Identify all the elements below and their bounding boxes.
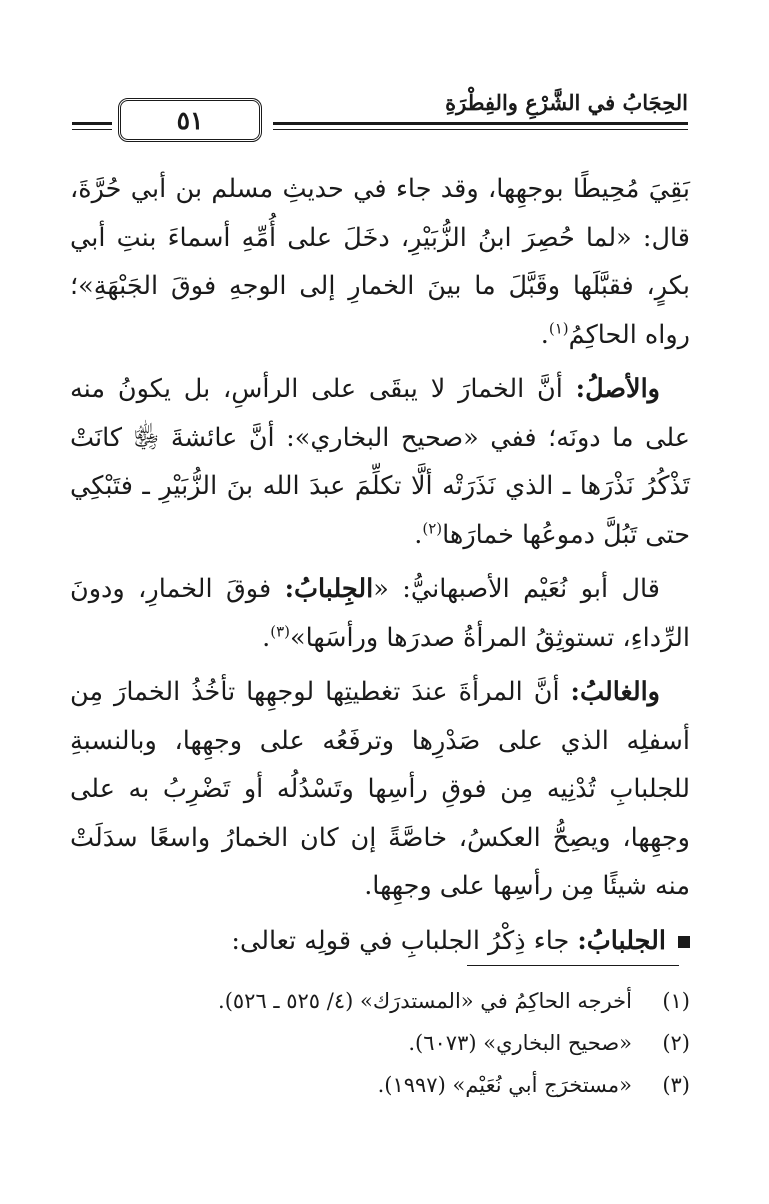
header-rule-left: [72, 122, 112, 125]
paragraph-lead: الجِلبابُ:: [284, 574, 374, 604]
paragraph: [70, 668, 690, 911]
footnote-number: (٣): [662, 1073, 690, 1097]
footnote-separator: [467, 965, 679, 966]
footnote-text: «صحيح البخاري» (٦٠٧٣).: [408, 1031, 632, 1055]
footnote-ref: (١): [548, 319, 569, 337]
paragraph: [70, 165, 690, 359]
footnote-number: (١): [662, 989, 690, 1013]
page-number-frame: [118, 98, 262, 142]
paragraph-text: جاء ذِكْرُ الجلبابِ في قولِه تعالى:: [231, 925, 578, 956]
paragraph: [70, 565, 690, 662]
footnote-number: (٢): [662, 1031, 690, 1055]
footnote: [70, 980, 690, 1022]
paragraph-end: .: [540, 319, 549, 350]
paragraph-text: فوقَ الخمارِ، ودونَ الرِّداءِ، تستوثِقُ المرأةُ صدرَها ورأسَها»: [70, 574, 690, 653]
paragraph-text: بَقِيَ مُحِيطًا بوجهِها، وقد جاء في حديثِ مسلم بن أبي حُرَّةَ، قال: «لما حُصِرَ ابنُ الزُّبَيْرِ، دخَلَ على أُمِّهِ أسماءَ بنتِ أبي بكرٍ، فقبَّلَها وقَبَّلَ ما بينَ الخمارِ إلى الوجهِ فوقَ الجَبْهَةِ»؛ رواه الحاكِمُ: [70, 174, 690, 350]
paragraph: [70, 917, 690, 966]
page-number: ٥١: [176, 105, 204, 135]
page-header: [72, 78, 688, 148]
paragraph: [70, 365, 690, 559]
main-text: [70, 165, 690, 971]
footnote-ref: (٣): [270, 622, 291, 640]
footnote-ref: (٢): [422, 519, 443, 537]
paragraph-text: أنَّ الخمارَ لا يبقَى على الرأسِ، بل يكونُ منه على ما دونَه؛ ففي «صحيح البخاري»: أنَّ عائشةَ ﵂ كانَتْ تَذْكُرُ نَذْرَها ـ الذي نَذَرَتْه ألَّا تكلِّمَ عبدَ الله بنَ الزُّبَيْرِ ـ فتَبْكِي حتى تَبُلَّ دموعُها خمارَها: [70, 374, 690, 550]
header-rule-thin: [273, 129, 688, 130]
paragraph-lead: الجلبابُ:: [577, 925, 666, 956]
footnote: [70, 1064, 690, 1106]
paragraph-lead: والغالبُ:: [570, 677, 660, 707]
footnote-text: «مستخرَج أبي نُعَيْم» (١٩٩٧).: [377, 1073, 632, 1097]
paragraph-text: أنَّ المرأةَ عندَ تغطيتِها لوجهِها تأخُذُ الخمارَ مِن أسفلِه الذي على صَدْرِها وترفَعُه على وجهِها، وبالنسبةِ للجلبابِ تُدْنِيه مِن فوقِ رأسِها وتَسْدُلُه أو تَضْرِبُ به على وجهِها، ويصِحُّ العكسُ، خاصَّةً إن كان الخمارُ واسعًا سدَلَتْ منه شيئًا مِن رأسِها على وجهِها.: [70, 677, 690, 901]
footnote-text: أخرجه الحاكِمُ في «المستدرَك» (٤/ ٥٢٥ ـ ٥٢٦).: [218, 989, 632, 1013]
paragraph-end: .: [262, 622, 271, 653]
footnote: [70, 1022, 690, 1064]
header-rule-left-thin: [72, 129, 112, 130]
square-bullet-icon: [678, 936, 690, 948]
paragraph-end: .: [414, 519, 423, 550]
paragraph-lead: والأصلُ:: [575, 374, 660, 404]
footnotes: [70, 980, 690, 1106]
running-title: الحِجَابُ في الشَّرْعِ والفِطْرَةِ: [445, 90, 688, 115]
header-rule: [273, 122, 688, 125]
paragraph-text: قال أبو نُعَيْم الأصبهانيُّ: «: [373, 574, 660, 604]
